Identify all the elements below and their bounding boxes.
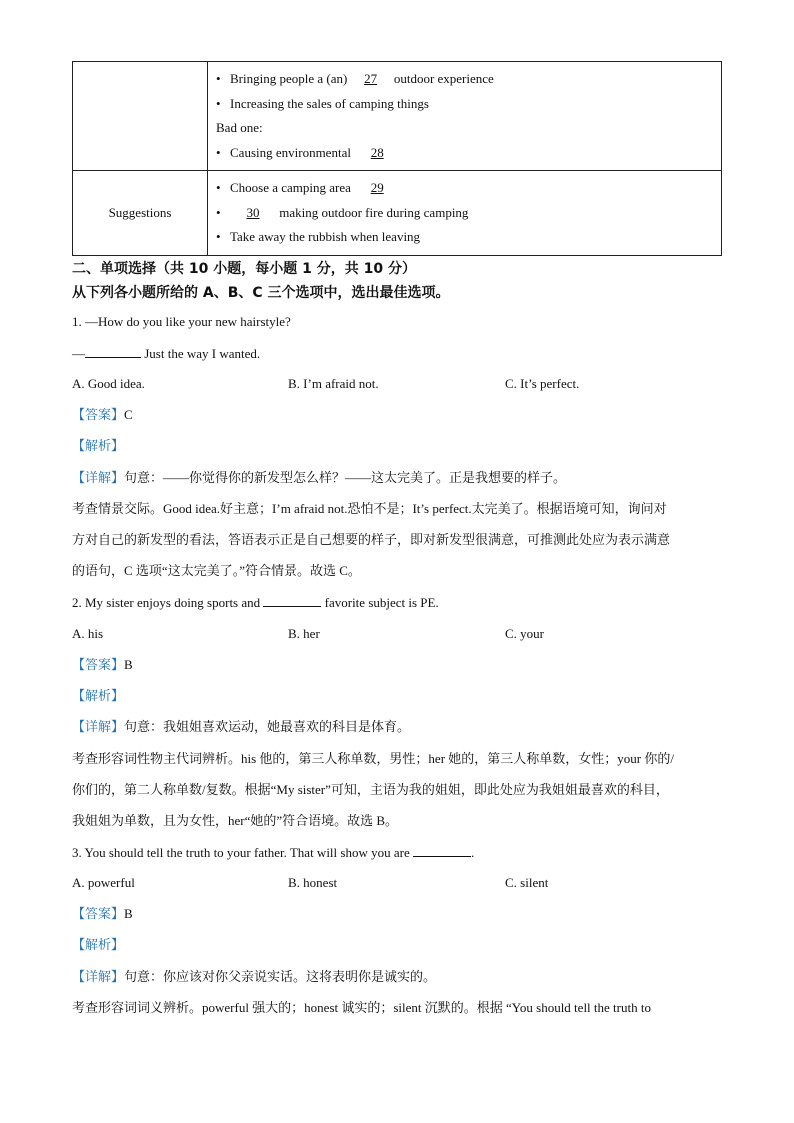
detail-line: 方对自己的新发型的看法，答语表示正是自己想要的样子，即对新发型很满意，可推测此处应为表示满意 — [72, 532, 671, 547]
row-label-cell — [73, 62, 208, 171]
detail-line: 考查形容词词义辨析。powerful 强大的；honest 诚实的；silent 沉默的。根据 “You should tell the truth to — [72, 1000, 651, 1015]
option-c: C. It’s perfect. — [505, 376, 580, 391]
table-line: Bad one: — [216, 120, 263, 135]
analysis-label: 【解析】 — [72, 688, 125, 703]
answer-blank — [413, 843, 471, 857]
option-c: C. your — [505, 626, 544, 641]
detail-line: 你们的，第二人称单数/复数。根据“My sister”可知，主语为我的姐姐，即此处应为我姐姐最喜欢的科目， — [72, 782, 669, 797]
detail-line: 的语句，C 选项“这太完美了。”符合情景。故选 C。 — [72, 563, 361, 578]
question-2-stem: 2. My sister enjoys doing sports and favorite subject is PE. — [72, 595, 439, 610]
answer-line: 【答案】C — [72, 407, 133, 422]
detail-line: 考查情景交际。Good idea.好主意；I’m afraid not.恐怕不是；It’s perfect.太完美了。根据语境可知，询问对 — [72, 501, 667, 516]
outline-table — [72, 61, 722, 256]
table-line: • Causing environmental 28 — [216, 144, 384, 160]
analysis-label: 【解析】 — [72, 937, 125, 952]
section-heading: 二、单项选择（共 10 小题，每小题 1 分，共 10 分） — [72, 261, 416, 277]
answer-line: 【答案】B — [72, 906, 133, 921]
option-c: C. silent — [505, 875, 549, 890]
row-content-cell — [208, 171, 722, 256]
detail-line: 考查形容词性物主代词辨析。his 他的，第三人称单数，男性；her 她的，第三人称单数，女性；your 你的/ — [72, 751, 674, 766]
detail-line: 【详解】句意：——你觉得你的新发型怎么样？——这太完美了。正是我想要的样子。 — [72, 470, 567, 485]
answer-blank — [263, 593, 321, 607]
detail-line: 【详解】句意：我姐姐喜欢运动，她最喜欢的科目是体育。 — [72, 719, 411, 734]
table-line: • Choose a camping area 29 — [216, 180, 384, 196]
option-b: B. I’m afraid not. — [288, 376, 379, 391]
question-1-stem: 1. —How do you like your new hairstyle? — [72, 314, 291, 329]
table-row — [73, 62, 722, 171]
analysis-label: 【解析】 — [72, 438, 125, 453]
option-a: A. his — [72, 626, 104, 641]
table-line: • 30 making outdoor fire during camping — [216, 204, 469, 220]
row-content-cell — [208, 62, 722, 171]
table-line: • Bringing people a (an) 27 outdoor experience — [216, 71, 494, 86]
section-instruction: 从下列各小题所给的 A、B、C 三个选项中，选出最佳选项。 — [72, 285, 450, 301]
table-row — [73, 171, 722, 256]
question-1-response: — Just the way I wanted. — [72, 346, 261, 361]
suggestions-label: Suggestions — [73, 171, 208, 256]
option-a: A. Good idea. — [72, 376, 145, 391]
answer-line: 【答案】B — [72, 657, 133, 672]
option-b: B. honest — [288, 875, 338, 890]
table-line: • Increasing the sales of camping things — [216, 95, 429, 111]
detail-line: 【详解】句意：你应该对你父亲说实话。这将表明你是诚实的。 — [72, 969, 437, 984]
question-3-stem: 3. You should tell the truth to your father. That will show you are . — [72, 845, 475, 860]
table-line: • Take away the rubbish when leaving — [216, 229, 421, 245]
option-a: A. powerful — [72, 875, 135, 890]
answer-blank — [85, 344, 141, 358]
option-b: B. her — [288, 626, 320, 641]
detail-line: 我姐姐为单数，且为女性，her“她的”符合语境。故选 B。 — [72, 813, 399, 828]
